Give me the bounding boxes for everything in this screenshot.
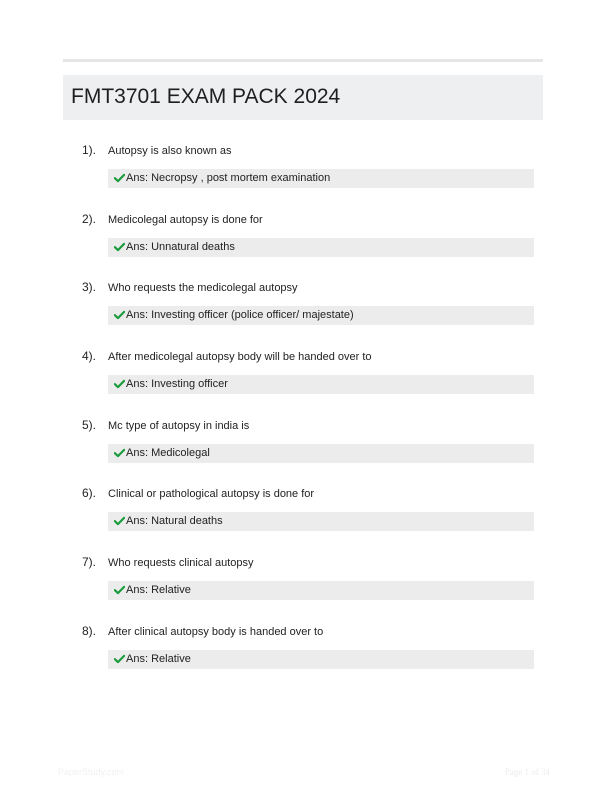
question-text: Medicolegal autopsy is done for: [108, 213, 263, 226]
question-item: [0, 418, 606, 487]
answer-box: [108, 444, 534, 463]
title-bar: [63, 75, 543, 120]
top-divider: [63, 59, 543, 62]
footer-watermark: PaperStudy.com: [58, 767, 124, 777]
answer-box: [108, 650, 534, 669]
question-text: Mc type of autopsy in india is: [108, 419, 250, 432]
question-number: 5).: [82, 417, 97, 432]
check-icon: [114, 310, 125, 320]
page-number: Page 1 of 34: [504, 767, 550, 777]
answer-box: [108, 169, 534, 188]
question-text: Who requests the medicolegal autopsy: [108, 282, 298, 295]
answer-text: Ans: Necropsy , post mortem examination: [126, 172, 331, 184]
page-title: FMT3701 EXAM PACK 2024: [71, 85, 341, 108]
question-text: After medicolegal autopsy body will be handed over to: [108, 351, 372, 364]
answer-box: [108, 512, 534, 531]
question-number: 6).: [82, 486, 97, 501]
question-number: 3).: [82, 280, 97, 295]
answer-text: Ans: Medicolegal: [126, 446, 210, 459]
answer-box: [108, 375, 534, 394]
answer-text: Ans: Unnatural deaths: [126, 240, 235, 253]
question-number: 2).: [82, 211, 97, 226]
question-item: [0, 349, 606, 418]
check-icon: [114, 173, 125, 183]
answer-box: [108, 238, 534, 257]
question-list: [0, 143, 606, 693]
check-icon: [114, 448, 125, 458]
question-item: [0, 280, 606, 349]
check-icon: [114, 242, 125, 252]
answer-text: Ans: Relative: [126, 652, 191, 665]
question-text: Clinical or pathological autopsy is done for: [108, 488, 315, 501]
check-icon: [114, 379, 125, 389]
question-number: 4).: [82, 349, 97, 364]
answer-text: Ans: Relative: [126, 584, 191, 597]
check-icon: [114, 654, 125, 664]
question-item: [0, 212, 606, 281]
question-text: After clinical autopsy body is handed over to: [108, 625, 324, 638]
answer-text: Ans: Investing officer (police officer/ majestate): [126, 309, 354, 322]
question-number: 1).: [82, 143, 97, 157]
question-item: [0, 624, 606, 693]
question-number: 8).: [82, 623, 97, 638]
question-item: [0, 143, 606, 212]
answer-box: [108, 306, 534, 325]
check-icon: [114, 516, 125, 526]
question-text: Autopsy is also known as: [108, 145, 232, 157]
question-number: 7).: [82, 555, 97, 570]
check-icon: [114, 585, 125, 595]
question-item: [0, 486, 606, 555]
answer-box: [108, 581, 534, 600]
answer-text: Ans: Natural deaths: [126, 515, 223, 528]
question-text: Who requests clinical autopsy: [108, 557, 254, 570]
answer-text: Ans: Investing officer: [126, 378, 228, 391]
question-item: [0, 555, 606, 624]
